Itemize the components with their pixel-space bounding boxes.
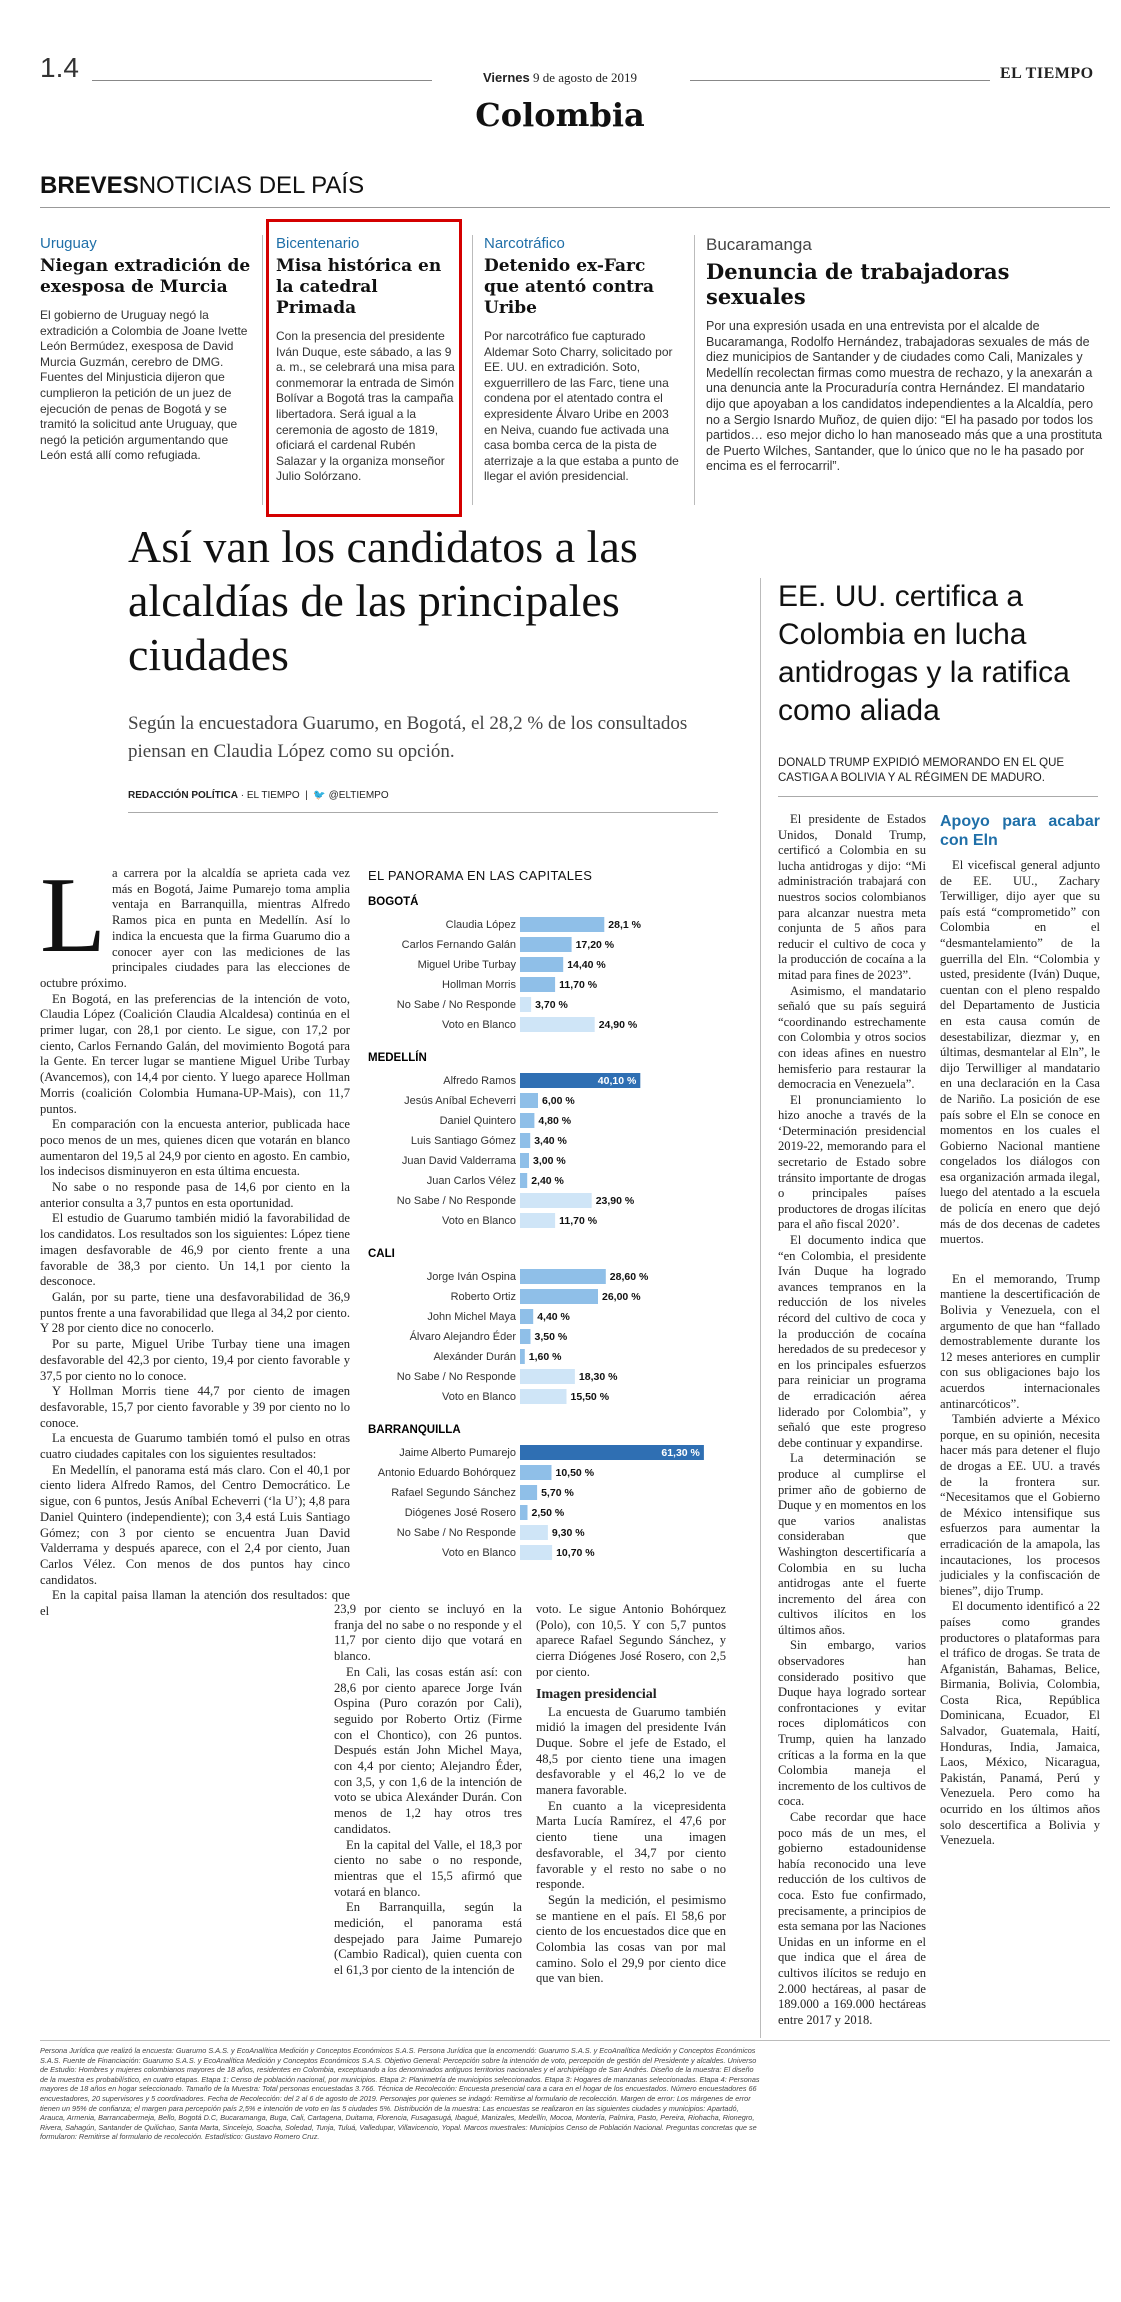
brief-tag: Uruguay bbox=[40, 235, 97, 252]
paragraph: En Barranquilla, según la medición, el panorama está despejado para Jaime Pumarejo (Cambio Radical), quien cuenta con el 61,3 por ciento de la intención de bbox=[334, 1900, 522, 1978]
chart-category-label: Luis Santiago Gómez bbox=[410, 1135, 516, 1147]
paragraph: En cuanto a la vicepresidenta Marta Lucía Ramírez, el 47,6 por ciento tiene una imagen desfavorable, el 34,7 por ciento favorable y el resto no sabe o no responde. bbox=[536, 1798, 726, 1892]
apoyo-headline: Apoyo para acabar con Eln bbox=[940, 813, 1100, 849]
chart-bar bbox=[520, 1505, 528, 1520]
chart-bar bbox=[520, 997, 531, 1012]
chart-category-label: Hollman Morris bbox=[442, 979, 516, 991]
side-column-1 bbox=[778, 812, 926, 2028]
chart-category-label: Voto en Blanco bbox=[441, 1391, 516, 1403]
paragraph: Asimismo, el mandatario señaló que su país seguirá “coordinando estrechamente con Colombia y otros socios con ideas afines en nuestro hemisferio para restaurar la democracia en Venezuela”. bbox=[778, 983, 926, 1092]
main-subtitle: Según la encuestadora Guarumo, en Bogotá, el 28,2 % de los consultados piensan en Claudia López como su opción. bbox=[128, 713, 688, 762]
newspaper-name: EL TIEMPO bbox=[1000, 65, 1094, 82]
main-column-3 bbox=[536, 1602, 726, 1987]
breves-title bbox=[40, 172, 364, 200]
chart-group-title: CALI bbox=[368, 1248, 395, 1260]
chart-category-label: Diógenes José Rosero bbox=[404, 1507, 516, 1519]
paragraph: El vicefiscal general adjunto de EE. UU., Zachary Terwilliger, dijo ayer que su país está “comprometido” con Colombia en el “desmantelamiento” de la guerrilla del Eln. “Colombia y usted, presidente (Iván) Duque, cuentan con el pleno respaldo del Departamento de Justicia en esta causa común de desestabilizar, diezmar y, en últimas, desmantelar al Eln”, le dijo Terwilliger al mandatario en una declaración en la Casa de Nariño. La posición de ese país sobre el Eln se conoce en momentos en los cuales el Gobierno Nacional mantiene congelados los diálogos con esa organización armada ilegal, luego del atentado a la escuela de policía en enero que dejó más de dos decenas de cadetes muertos. bbox=[940, 858, 1100, 1247]
header-rule-left bbox=[92, 80, 432, 81]
chart-bar bbox=[520, 1369, 575, 1384]
brief-body: Con la presencia del presidente Iván Duque, este sábado, a las 9 a. m., se celebrará una misa para conmemorar la entrada de Simón Bolívar a Bogotá tras la campaña libertadora. Será igual a la ceremonia de agosto de 1819, oficiará el cardenal Rubén Salazar y la organiza monseñor Julio Solórzano. bbox=[276, 329, 455, 484]
chart-category-label: Álvaro Alejandro Éder bbox=[409, 1331, 516, 1343]
chart-category-label: Alfredo Ramos bbox=[443, 1075, 516, 1087]
main-column-2 bbox=[334, 1602, 522, 1979]
chart-value-label: 3,00 % bbox=[533, 1155, 566, 1167]
section-title: Colombia bbox=[475, 96, 645, 134]
chart-category-label: No Sabe / No Responde bbox=[396, 999, 516, 1011]
chart-category-label: Voto en Blanco bbox=[441, 1547, 516, 1559]
chart-category-label: Claudia López bbox=[445, 919, 516, 931]
brief-divider bbox=[694, 235, 695, 505]
dropcap: L bbox=[40, 856, 106, 975]
header-date bbox=[440, 70, 680, 86]
footnote-rule bbox=[40, 2040, 1110, 2041]
paragraph: Y Hollman Morris tiene 44,7 por ciento de imagen desfavorable, 15,7 por ciento favorable y 39 por ciento no lo conoce. bbox=[40, 1384, 350, 1430]
side-rule bbox=[760, 578, 761, 2038]
paragraph: Cabe recordar que hace poco más de un mes, el gobierno estadounidense había reconocido una leve reducción de los cultivos de coca. Esto fue confirmado, precisamente, a principios de esta semana por las Naciones Unidas en un informe en el que indica que el área de cultivos ilícitos se redujo en 2.000 hectáreas, al pasar de 189.000 a 169.000 hectáreas entre 2017 y 2018. bbox=[778, 1810, 926, 2027]
chart-value-label: 10,50 % bbox=[555, 1467, 595, 1479]
byline-rule bbox=[128, 812, 718, 813]
chart-category-label: No Sabe / No Responde bbox=[396, 1195, 516, 1207]
side-column-2a bbox=[940, 858, 1100, 1248]
paragraph: El documento identificó a 22 países como grandes productores o plataformas para el tráfico de drogas. Se trata de Afganistán, Bahamas, Belice, Birmania, Bolivia, Colombia, Costa Rica, República Dominicana, Ecuador, El Salvador, Guatemala, Haití, Honduras, India, Jamaica, Laos, México, Nicaragua, Pakistán, Panamá, Perú y Venezuela. Pero como ha ocurrido en los últimos años solo descertifica a Bolivia y Venezuela. bbox=[940, 1599, 1100, 1848]
chart-category-label: Juan David Valderrama bbox=[401, 1155, 516, 1167]
paragraph: 23,9 por ciento se incluyó en la franja del no sabe o no responde y el 11,7 por ciento dijo que votará en blanco. bbox=[334, 1602, 522, 1664]
chart-value-label: 24,90 % bbox=[598, 1019, 638, 1031]
chart-category-label: Jaime Alberto Pumarejo bbox=[399, 1447, 516, 1459]
paragraph: Por su parte, Miguel Uribe Turbay tiene una imagen desfavorable del 42,3 por ciento, 19,4 por ciento favorable y 37,5 por ciento no lo conoce. bbox=[40, 1337, 350, 1383]
chart-bar bbox=[520, 1389, 567, 1404]
chart-bar bbox=[520, 1173, 527, 1188]
side-column-2 bbox=[940, 812, 1100, 1849]
chart-bar bbox=[520, 957, 563, 972]
paragraph: El estudio de Guarumo también midió la favorabilidad de los candidatos. Los resultados son los siguientes: López tiene imagen desfavorable de 46,9 por ciento frente a una favorable de 38,3 por ciento. Un 14,1 por ciento la desconoce. bbox=[40, 1211, 350, 1289]
chart-group-title: MEDELLÍN bbox=[368, 1052, 427, 1064]
paragraph: La encuesta de Guarumo también tomó el pulso en otras cuatro ciudades capitales con los siguientes resultados: bbox=[40, 1431, 350, 1462]
chart-category-label: No Sabe / No Responde bbox=[396, 1527, 516, 1539]
highlight-box bbox=[266, 219, 462, 517]
brief-headline: Denuncia de trabajadoras sexuales bbox=[706, 259, 1010, 309]
paragraph: También advierte a México porque, en su opinión, necesita hacer más para detener el flujo de drogas a EE. UU. a través de la frontera sur. “Necesitamos que el Gobierno de México intensifique sus esfuerzos para aumentar la erradicación de la amapola, las incautaciones, los procesos judiciales y la confiscación de bienes”, dijo Trump. bbox=[940, 1412, 1100, 1598]
chart-bar bbox=[520, 977, 555, 992]
brief-bucaramanga bbox=[706, 235, 1106, 475]
chart-value-label: 40,10 % bbox=[597, 1075, 637, 1087]
chart-bar bbox=[520, 1309, 533, 1324]
paragraph: En comparación con la encuesta anterior, publicada hace poco menos de un mes, quienes dicen que votarán en blanco aumentaron del 19,5 al 24,9 por ciento en agosto. En cambio, los indecisos disminuyeron en esta última encuesta. bbox=[40, 1117, 350, 1179]
side-column-2b bbox=[940, 1272, 1100, 1849]
paragraph: El documento indica que “en Colombia, el presidente Iván Duque ha logrado avances tempranos en la reducción de los niveles récord del cultivo de coca y la producción de cocaína heredados de su predecesor y en los principales esfuerzos para reiniciar un programa de erradicación aérea liderado por Colombia”, y señaló que este progreso debe continuar y expandirse. bbox=[778, 1233, 926, 1450]
chart-value-label: 10,70 % bbox=[556, 1547, 595, 1559]
header-date-text: 9 de agosto de 2019 bbox=[533, 70, 637, 85]
byline-outlet: · EL TIEMPO bbox=[240, 790, 300, 801]
breves-title-rest: NOTICIAS DEL PAÍS bbox=[138, 172, 365, 199]
chart-bar bbox=[520, 1525, 548, 1540]
chart-bar bbox=[520, 1349, 525, 1364]
chart-category-label: Voto en Blanco bbox=[441, 1019, 516, 1031]
chart-category-label: Carlos Fernando Galán bbox=[401, 939, 516, 951]
chart-value-label: 15,50 % bbox=[570, 1391, 610, 1403]
side-subtitle: DONALD TRUMP EXPIDIÓ MEMORANDO EN EL QUE CASTIGA A BOLIVIA Y AL RÉGIMEN DE MADURO. bbox=[778, 757, 1065, 784]
chart-category-label: Rafael Segundo Sánchez bbox=[391, 1487, 516, 1499]
chart-title: EL PANORAMA EN LAS CAPITALES bbox=[368, 868, 593, 883]
chart-svg bbox=[368, 883, 710, 1583]
main-column-3a bbox=[536, 1602, 726, 1681]
chart-value-label: 5,70 % bbox=[541, 1487, 574, 1499]
chart-category-label: Alexánder Durán bbox=[433, 1351, 516, 1363]
chart-value-label: 6,00 % bbox=[542, 1095, 575, 1107]
chart-value-label: 2,40 % bbox=[531, 1175, 564, 1187]
candidates-chart bbox=[368, 868, 710, 1598]
chart-group-title: BARRANQUILLA bbox=[368, 1424, 461, 1436]
paragraph: En la capital del Valle, el 18,3 por ciento no sabe o no responde, mientras que el 15,5 afirmó que votará en blanco. bbox=[334, 1837, 522, 1899]
chart-value-label: 1,60 % bbox=[528, 1351, 562, 1363]
chart-value-label: 18,30 % bbox=[578, 1371, 618, 1383]
survey-footnote: Persona Jurídica que realizó la encuesta: Guarumo S.A.S. y EcoAnalítica Medición y Conceptos Económicos S.A.S. Persona Jurídica que la encomendó: Guarumo S.A.S. y EcoAnalítica Medición y Conceptos Económicos S.A.S. Fuente de Financiación: Guarumo S.A.S. y EcoAnalítica Medición y Conceptos Económicos S.A.S. Objetivo General: Percepción sobre la intención de voto, percepción de gestión del Presidente y alcaldes. Universo de Estudio: Hombres y mujeres colombianos mayores de 18 años, residentes en Colombia, exceptuando a los denominados antiguos territorios nacionales y el archipiélago de San Andrés. Diseño de la muestra: El diseño de la muestra es probabilístico, en cuatro etapas. Etapa 1: Censo de población nacional, por municipios. Etapa 2: Planimetría de municipios seleccionados. Etapa 3: Hogares de manzanas seleccionadas. Etapa 4: Personas mayores de 18 años en hogar seleccionado. Tamaño de la Muestra: Total personas encuestadas 3.766. Técnica de Recolección: Encuesta presencial cara a cara en el hogar de los encuestados. Número encuestadores 66 encuestadores, 20 supervisores y 5 coordinadores. Fecha de Recolección: del 2 al 6 de agosto de 2019. Personajes por quienes se indagó: Remitirse al formulario de recolección. Margen de error: Los márgenes de error tienen un 95% de confianza; el margen para percepción país 2,5% e intención de voto en las 5 ciudades 5%. Distribución de la muestra: Las encuestas se realizaron en las siguientes ciudades y municipios: Apartadó, Arauca, Armenia, Barrancabermeja, Bello, Bogotá D.C, Bucaramanga, Buga, Cali, Cartagena, Duitama, Florencia, Fusagasugá, Ibagué, Manizales, Medellín, Mocoa, Montería, Palmira, Pasto, Pereira, Riohacha, Rionegro, Rivera, Sahagún, Santander de Quilichao, Santa Marta, Sincelejo, Soacha, Soledad, Tunja, Tuluá, Valledupar, Villavicencio, Yopal. Marcos muestrales: Municipios Censo de Población Nacional. Preguntas concretas que se formularon: Remitirse al formulario de recolección. Estadístico: Gustavo Romero Cruz. bbox=[40, 2046, 760, 2142]
brief-body: El gobierno de Uruguay negó la extradición a Colombia de Joane Ivette León Bermúdez, exesposa de David Murcia Guzmán, cerebro de DMG. Fuentes del Minjusticia dijeron que cumplieron la petición de un juez de ejecución de penas de Bogotá y se tramitó la solicitud ante Uruguay, que negó la petición argumentando que León está allí como refugiada. bbox=[40, 308, 248, 463]
byline-author: REDACCIÓN POLÍTICA bbox=[128, 790, 238, 801]
brief-divider bbox=[472, 235, 473, 505]
paragraph: El pronunciamiento lo hizo anoche a través de la ‘Determinación presidencial 2019-22, memorando para el secretario de Estado sobre tránsito importante de drogas o principales países productores de drogas ilícitas para el año fiscal 2020’. bbox=[778, 1092, 926, 1232]
chart-value-label: 11,70 % bbox=[559, 979, 598, 991]
paragraph: La determinación se produce al cumplirse el primer año de gobierno de Duque y en momentos en los que varios analistas consideraban que Washington descertificaría a Colombia en su lucha antidrogas ante el fuerte incremento del área con cultivos ilícitos en los últimos años. bbox=[778, 1451, 926, 1637]
chart-category-label: Antonio Eduardo Bohórquez bbox=[377, 1467, 516, 1479]
chart-category-label: Jorge Iván Ospina bbox=[426, 1271, 516, 1283]
chart-category-label: Roberto Ortiz bbox=[450, 1291, 516, 1303]
main-headline: Así van los candidatos a las alcaldías de las principales ciudades bbox=[128, 521, 638, 680]
breves-rule bbox=[40, 207, 1110, 208]
paragraph: Según la medición, el pesimismo se mantiene en el país. El 58,6 por ciento de los encuestados dice que en Colombia las cosas van por mal camino. Solo el 29,9 por ciento dice que van bien. bbox=[536, 1892, 726, 1986]
paragraph: Sin embargo, varios observadores han considerado positivo que Duque haya logrado sortear confrontaciones y evitar roces diplomáticos con Trump, quien ha lanzado críticas a la forma en la que Colombia maneja el incremento de los cultivos de coca. bbox=[778, 1638, 926, 1809]
chart-category-label: Miguel Uribe Turbay bbox=[417, 959, 516, 971]
byline: REDACCIÓN POLÍTICA · EL TIEMPO | 🐦 @ELTIEMPO bbox=[128, 790, 389, 801]
chart-group-title: BOGOTÁ bbox=[368, 896, 419, 908]
paragraph: Galán, por su parte, tiene una desfavorabilidad de 36,9 puntos frente a una favorabilidad que llega al 34,2 por ciento. Y 28 por ciento dice no conocerlo. bbox=[40, 1289, 350, 1336]
brief-body: Por narcotráfico fue capturado Aldemar Soto Charry, solicitado por EE. UU. en extradición. Soto, exguerrillero de las Farc, tiene una condena por el atentado contra el expresidente Álvaro Uribe en 2003 en Neiva, cuando fue activada una casa bomba cerca de la pista de aterrizaje a la que estaba a punto de llegar el avión presidencial. bbox=[484, 329, 679, 484]
brief-tag: Bicentenario bbox=[276, 235, 360, 252]
chart-category-label: Voto en Blanco bbox=[441, 1215, 516, 1227]
paragraph: El presidente de Estados Unidos, Donald Trump, certificó a Colombia en su lucha antidrogas y dijo: “Mi administración trabajará con nuestros socios colombianos para alcanzar nuestra meta conjunta de 5 años para reducir el cultivo de coca y la producción de cocaína a la mitad para fines de 2023”. bbox=[778, 812, 926, 982]
brief-headline: Detenido ex-Farc que atentó contra Uribe bbox=[484, 256, 655, 318]
chart-category-label: No Sabe / No Responde bbox=[396, 1371, 516, 1383]
breves-title-bold: BREVES bbox=[40, 172, 139, 199]
twitter-handle: @ELTIEMPO bbox=[328, 790, 389, 801]
paragraph: No sabe o no responde pasa de 14,6 por ciento en la anterior consulta a 3,7 puntos en esta oportunidad. bbox=[40, 1180, 350, 1210]
brief-uruguay bbox=[40, 235, 252, 464]
chart-category-label: John Michel Maya bbox=[427, 1311, 516, 1323]
chart-value-label: 61,30 % bbox=[661, 1447, 700, 1459]
chart-value-label: 11,70 % bbox=[559, 1215, 598, 1227]
side-subtitle-rule bbox=[778, 796, 1098, 797]
chart-value-label: 2,50 % bbox=[531, 1507, 565, 1519]
brief-headline: Misa histórica en la catedral Primada bbox=[276, 256, 442, 318]
chart-category-label: Jesús Aníbal Echeverri bbox=[404, 1095, 516, 1107]
chart-bar bbox=[520, 1193, 592, 1208]
chart-bar bbox=[520, 1485, 537, 1500]
chart-value-label: 23,90 % bbox=[595, 1195, 635, 1207]
chart-value-label: 26,00 % bbox=[602, 1291, 641, 1303]
chart-bar bbox=[520, 1213, 555, 1228]
chart-bar bbox=[520, 1133, 530, 1148]
header-rule-right bbox=[690, 80, 990, 81]
brief-headline: Niegan extradición de exesposa de Murcia bbox=[40, 256, 251, 297]
chart-bar bbox=[520, 1153, 529, 1168]
chart-bar bbox=[520, 1269, 606, 1284]
chart-value-label: 3,40 % bbox=[534, 1135, 567, 1147]
paragraph: En la capital paisa llaman la atención dos resultados: que el bbox=[40, 1588, 350, 1619]
chart-category-label: Daniel Quintero bbox=[439, 1115, 516, 1127]
chart-category-label: Juan Carlos Vélez bbox=[426, 1175, 516, 1187]
chart-value-label: 28,60 % bbox=[609, 1271, 649, 1283]
chart-bar bbox=[520, 1017, 595, 1032]
chart-bar bbox=[520, 1545, 552, 1560]
chart-value-label: 9,30 % bbox=[551, 1527, 585, 1539]
brief-narcotrafico bbox=[484, 235, 684, 485]
paragraph: La encuesta de Guarumo también midió la imagen del presidente Iván Duque. Sobre el jefe de Estado, el 48,5 por ciento tiene una imagen desfavorable y el 46,2 lo ve de manera favorable. bbox=[536, 1704, 726, 1798]
chart-value-label: 3,50 % bbox=[534, 1331, 568, 1343]
chart-bar bbox=[520, 937, 572, 952]
twitter-icon: 🐦 bbox=[313, 790, 326, 801]
brief-body: Por una expresión usada en una entrevista por el alcalde de Bucaramanga, Rodolfo Hernández, trabajadoras sexuales de más de diez municipios de Santander y de ciudades como Cali, Manizales y Medellín recolectan firmas como muestra de rechazo, y la anexarán a una denuncia ante la Procuraduría contra Hernández. El mandatario dijo que apoyaban a los candidatos independientes a la Alcaldía, pero no a Sergio Isnardo Muñoz, de quien dijo: “El ha pasado por todos los partidos… eso mejor dicho lo han manoseado más que a una prostituta de Puerto Wilches, Santander, que lo único que no le ha pasado por encima es el ferrocarril”. bbox=[706, 319, 1103, 474]
chart-value-label: 4,80 % bbox=[538, 1115, 572, 1127]
chart-bar bbox=[520, 917, 604, 932]
chart-value-label: 17,20 % bbox=[575, 939, 615, 951]
subhead-imagen-presidencial: Imagen presidencial bbox=[536, 1686, 657, 1702]
chart-value-label: 3,70 % bbox=[535, 999, 568, 1011]
paragraph: En Bogotá, en las preferencias de la intención de voto, Claudia López (Coalición Claudia Alcaldesa) continúa en el primer lugar, con 28,1 por ciento. Le sigue, con 17,2 por ciento, Carlos Fernando Galán, del movimiento Bogotá para la Gente. En tercer lugar se mantiene Miguel Uribe Turbay (Avancemos), con 14,4 por ciento. Y luego aparece Hollman Morris (coalición Colombia Humana-UP-Mais), con 11,7 puntos. bbox=[40, 991, 350, 1116]
paragraph: voto. Le sigue Antonio Bohórquez (Polo), con 10,5. Y con 5,7 puntos aparece Rafael Segundo Sánchez, y cierra Diógenes José Rosero, con 2,5 por ciento. bbox=[536, 1602, 726, 1679]
paragraph: En el memorando, Trump mantiene la descertificación de Bolivia y Venezuela, con el argumento de que han “fallado demostrablemente durante los 12 meses anteriores en cumplir con sus obligaciones bajo los acuerdos internacionales antinarcóticos”. bbox=[940, 1271, 1100, 1411]
paragraph: a carrera por la alcaldía se aprieta cada vez más en Bogotá, Jaime Pumarejo toma amplia ventaja en Barranquilla, mientras Alfredo Ramos pica en punta en Medellín. Así lo indica la encuesta que la firma Guarumo dio a conocer ayer con las mediciones de las principales ciudades para las elecciones de octubre próximo. bbox=[40, 866, 350, 990]
chart-bar bbox=[520, 1329, 531, 1344]
chart-value-label: 14,40 % bbox=[567, 959, 606, 971]
main-column-3b bbox=[536, 1705, 726, 1988]
chart-value-label: 4,40 % bbox=[537, 1311, 570, 1323]
chart-bar bbox=[520, 1465, 552, 1480]
paragraph: En Medellín, el panorama está más claro. Con el 40,1 por ciento lidera Alfredo Ramos, del Centro Democrático. Le sigue, con 6 puntos, Jesús Aníbal Echeverri (‘la U’); 4,8 para Daniel Quintero (independiente); con 3,4 está Luis Santiago Gómez; con 3 por ciento se encuentra Juan David Valderrama y después aparece, con el 2,4 por ciento, Juan Carlos Vélez. Con menos de dos puntos hay cinco candidatos. bbox=[40, 1462, 350, 1587]
paragraph: En Cali, las cosas están así: con 28,6 por ciento aparece Jorge Iván Ospina (Puro corazón por Cali), seguido por Roberto Ortiz (Firme con el Chontico), con 26 puntos. Después están John Michel Maya, con 4,4 por ciento; Alejandro Éder, con 3,5, y con 1,6 de la intención de voto se ubica Alexánder Durán. Con menos de 1,2 hay otros tres candidatos. bbox=[334, 1664, 522, 1836]
chart-bar bbox=[520, 1093, 538, 1108]
chart-bar bbox=[520, 1113, 534, 1128]
chart-bar bbox=[520, 1289, 598, 1304]
brief-tag: Bucaramanga bbox=[706, 235, 812, 254]
brief-tag: Narcotráfico bbox=[484, 235, 565, 252]
page-number: 1.4 bbox=[40, 52, 79, 83]
side-headline: EE. UU. certifica a Colombia en lucha antidrogas y la ratifica como aliada bbox=[778, 580, 1070, 727]
brief-divider bbox=[262, 235, 263, 505]
chart-value-label: 28,1 % bbox=[608, 919, 642, 931]
header-day: Viernes bbox=[483, 70, 530, 85]
main-column-1 bbox=[40, 856, 350, 1620]
